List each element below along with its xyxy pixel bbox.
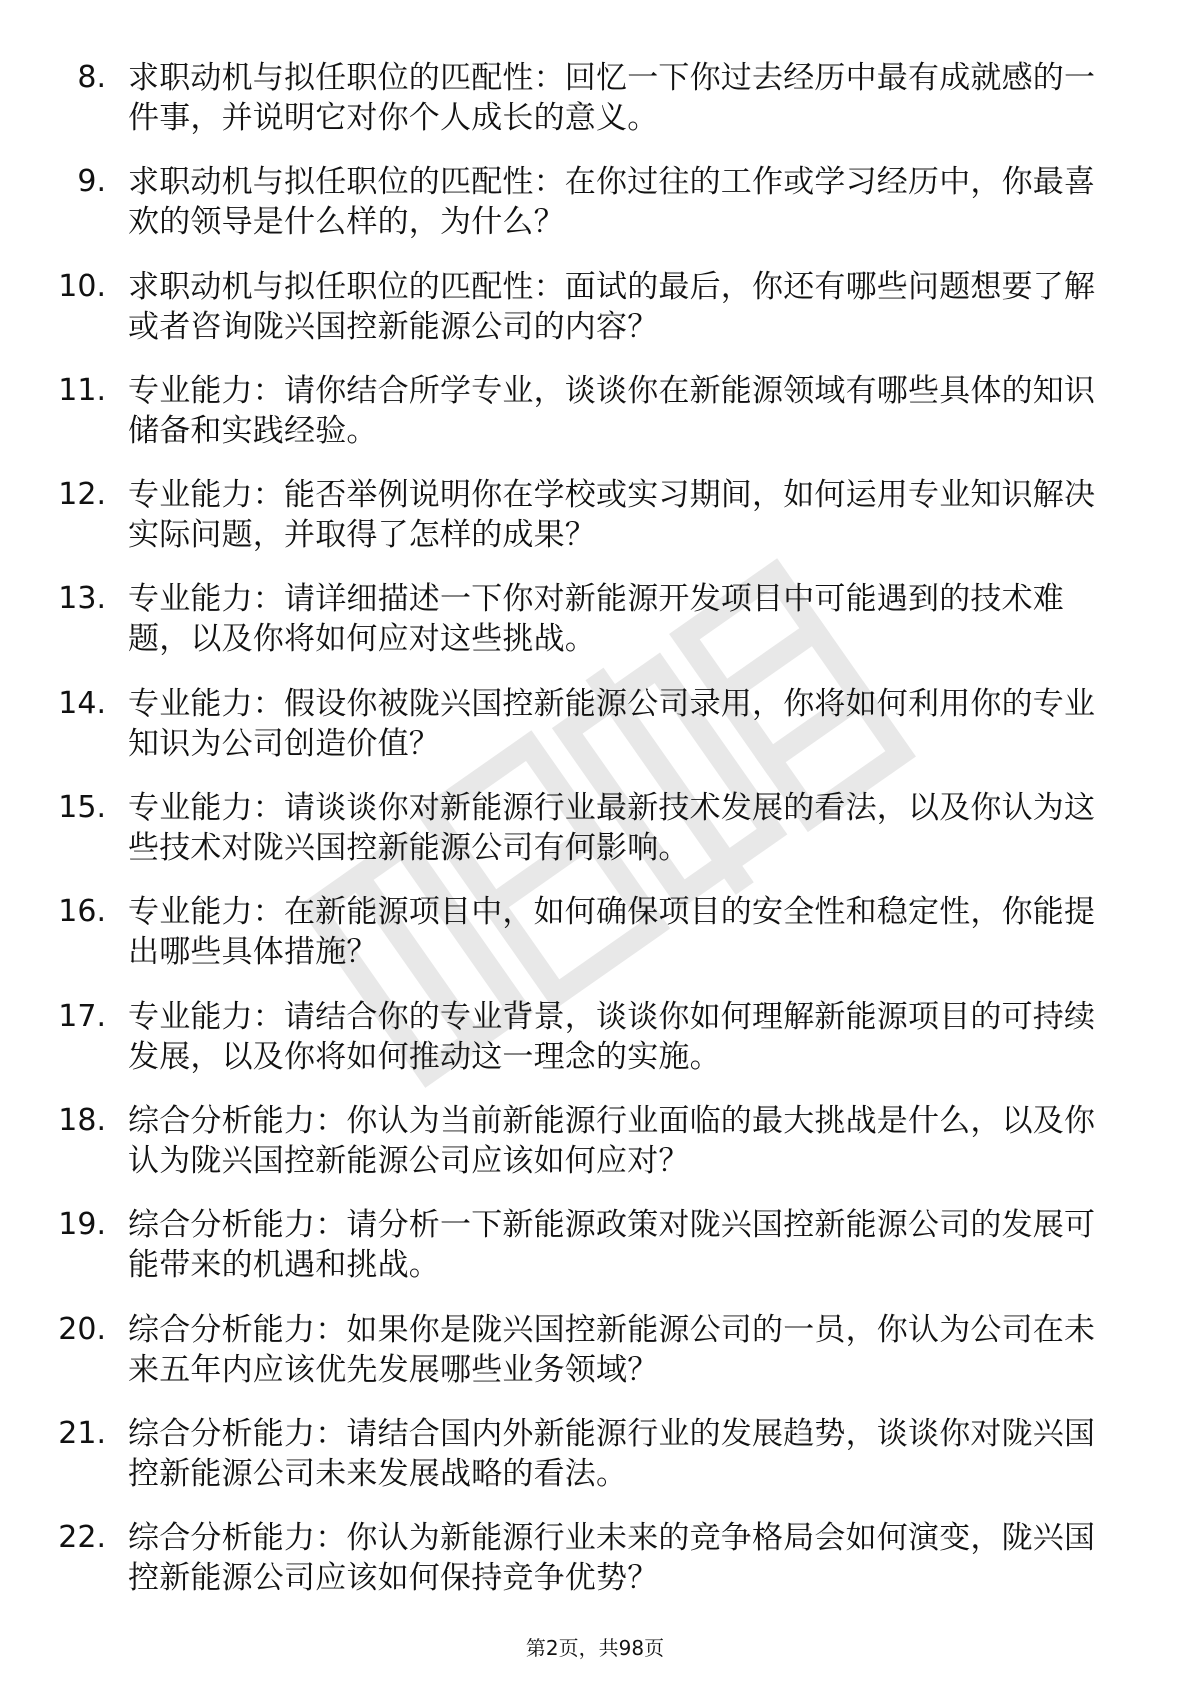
question-number: 13. [58,581,106,617]
list-item [0,565,1190,669]
list-item [0,1400,1190,1504]
list-item [0,1191,1190,1295]
question-number: 18. [58,1102,106,1138]
question-number: 21. [58,1415,106,1451]
question-text: 综合分析能力：请分析一下新能源政策对陇兴国控新能源公司的发展可能带来的机遇和挑战。 [128,1207,1096,1284]
page-footer [0,1636,1190,1660]
list-item [0,774,1190,878]
list-item [0,44,1190,148]
list-item [0,878,1190,982]
list-item [0,461,1190,565]
question-text: 专业能力：假设你被陇兴国控新能源公司录用，你将如何利用你的专业知识为公司创造价值？ [128,685,1096,762]
question-number: 16. [58,894,106,930]
question-number: 11. [58,372,106,408]
question-text: 综合分析能力：如果你是陇兴国控新能源公司的一员，你认为公司在未来五年内应该优先发展哪些业务领域？ [128,1311,1096,1388]
question-number: 14. [58,685,106,721]
question-text: 求职动机与拟任职位的匹配性：在你过往的工作或学习经历中，你最喜欢的领导是什么样的，为什么？ [128,164,1096,241]
question-text: 专业能力：请详细描述一下你对新能源开发项目中可能遇到的技术难题，以及你将如何应对这些挑战。 [128,581,1064,658]
question-number: 17. [58,998,106,1034]
question-text: 专业能力：请你结合所学专业，谈谈你在新能源领域有哪些具体的知识储备和实践经验。 [128,372,1096,449]
question-number: 22. [58,1520,106,1556]
question-text: 综合分析能力：你认为当前新能源行业面临的最大挑战是什么，以及你认为陇兴国控新能源公司应该如何应对？ [128,1102,1096,1179]
question-list [0,44,1190,1608]
list-item [0,148,1190,252]
question-number: 15. [58,790,106,826]
question-number: 9. [77,164,106,200]
question-text: 专业能力：能否举例说明你在学校或实习期间，如何运用专业知识解决实际问题，并取得了怎样的成果？ [128,477,1096,554]
question-text: 求职动机与拟任职位的匹配性：回忆一下你过去经历中最有成就感的一件事，并说明它对你个人成长的意义。 [128,60,1096,136]
question-number: 8. [77,60,106,95]
list-item [0,1296,1190,1400]
question-number: 10. [58,268,106,304]
question-text: 专业能力：请结合你的专业背景，谈谈你如何理解新能源项目的可持续发展，以及你将如何推动这一理念的实施。 [128,998,1096,1075]
question-text: 综合分析能力：请结合国内外新能源行业的发展趋势，谈谈你对陇兴国控新能源公司未来发展战略的看法。 [128,1415,1096,1492]
page-number-label: 第2页，共98页 [525,1636,665,1660]
question-text: 专业能力：请谈谈你对新能源行业最新技术发展的看法，以及你认为这些技术对陇兴国控新能源公司有何影响。 [128,790,1096,867]
list-item [0,253,1190,357]
list-item [0,1504,1190,1608]
question-number: 19. [58,1207,106,1243]
question-text: 专业能力：在新能源项目中，如何确保项目的安全性和稳定性，你能提出哪些具体措施？ [128,894,1096,971]
question-text: 综合分析能力：你认为新能源行业未来的竞争格局会如何演变，陇兴国控新能源公司应该如何保持竞争优势？ [128,1520,1096,1597]
question-text: 求职动机与拟任职位的匹配性：面试的最后，你还有哪些问题想要了解或者咨询陇兴国控新能源公司的内容？ [128,268,1096,345]
question-number: 12. [58,477,106,513]
list-item [0,357,1190,461]
list-item [0,670,1190,774]
list-item [0,1087,1190,1191]
list-item [0,983,1190,1087]
question-number: 20. [58,1311,106,1347]
